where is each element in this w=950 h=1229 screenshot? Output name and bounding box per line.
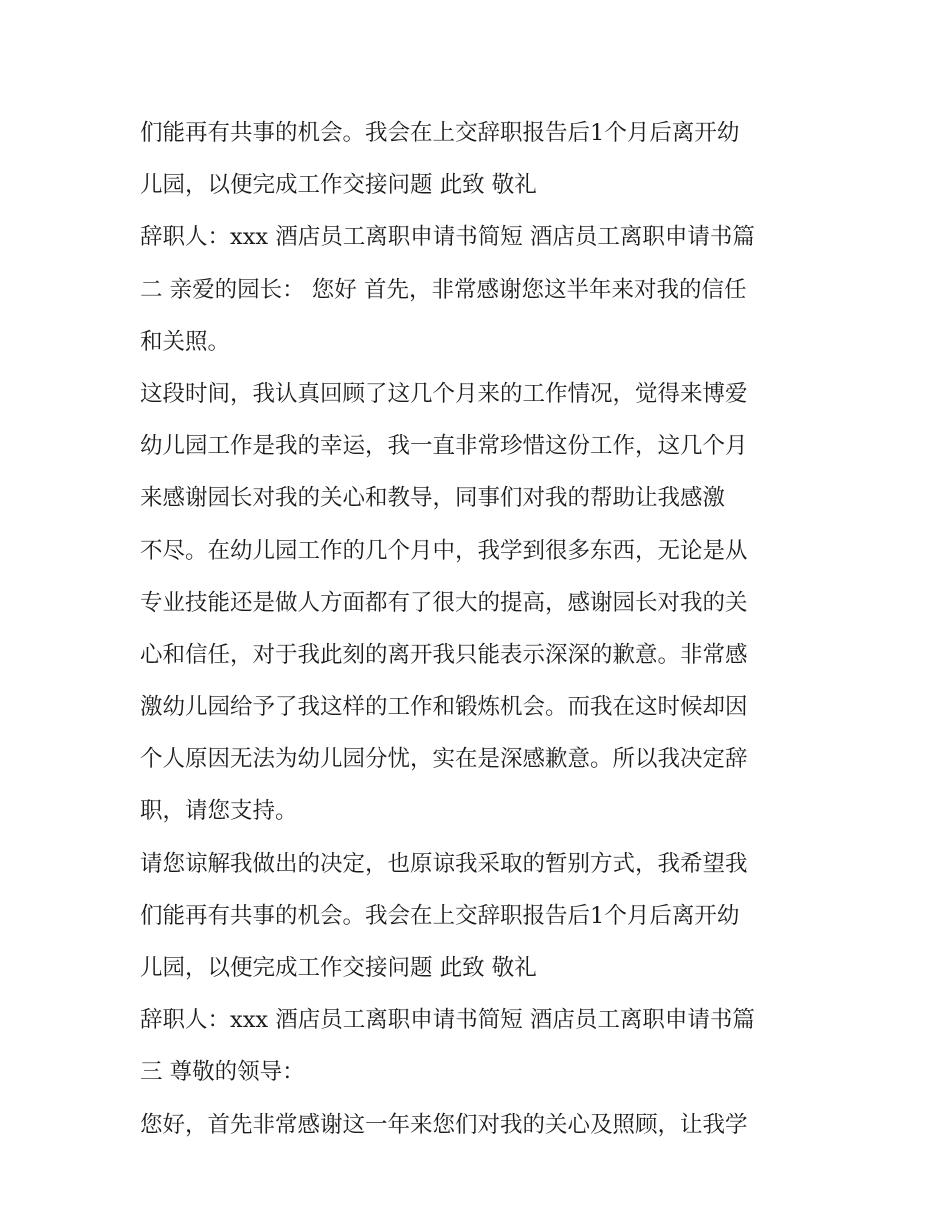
text-line: 二 亲爱的园长： 您好 首先，非常感谢您这半年来对我的信任 <box>140 276 747 303</box>
text-line: 辞职人：xxx 酒店员工离职申请书简短 酒店员工离职申请书篇 <box>140 224 755 251</box>
text-line: 个人原因无法为幼儿园分忧，实在是深感歉意。所以我决定辞 <box>140 746 748 773</box>
text-line: 激幼儿园给予了我这样的工作和锻炼机会。而我在这时候却因 <box>140 694 748 721</box>
text-line: 心和信任，对于我此刻的离开我只能表示深深的歉意。非常感 <box>140 641 748 668</box>
text-line: 三 尊敬的领导： <box>140 1059 305 1086</box>
text-line: 来感谢园长对我的关心和教导，同事们对我的帮助让我感激 <box>140 485 726 512</box>
text-line: 们能再有共事的机会。我会在上交辞职报告后1个月后离开幼 <box>140 120 740 146</box>
text-line: 儿园，以便完成工作交接问题 此致 敬礼 <box>140 955 537 981</box>
text-line: 儿园，以便完成工作交接问题 此致 敬礼 <box>140 172 537 199</box>
text-line: 您好，首先非常感谢这一年来您们对我的关心及照顾，让我学 <box>140 1111 748 1138</box>
text-line: 专业技能还是做人方面都有了很大的提高，感谢园长对我的关 <box>140 589 748 616</box>
document-body <box>140 107 820 1151</box>
text-line: 幼儿园工作是我的幸运，我一直非常珍惜这份工作，这几个月 <box>140 433 748 460</box>
text-line: 和关照。 <box>140 328 231 355</box>
text-line: 职，请您支持。 <box>140 798 298 825</box>
text-line: 不尽。在幼儿园工作的几个月中，我学到很多东西，无论是从 <box>140 537 748 564</box>
text-line: 请您谅解我做出的决定，也原谅我采取的暂别方式，我希望我 <box>140 850 748 877</box>
text-line: 们能再有共事的机会。我会在上交辞职报告后1个月后离开幼 <box>140 902 740 929</box>
text-line: 这段时间，我认真回顾了这几个月来的工作情况，觉得来博爱 <box>140 380 748 407</box>
text-line: 辞职人：xxx 酒店员工离职申请书简短 酒店员工离职申请书篇 <box>140 1007 755 1034</box>
